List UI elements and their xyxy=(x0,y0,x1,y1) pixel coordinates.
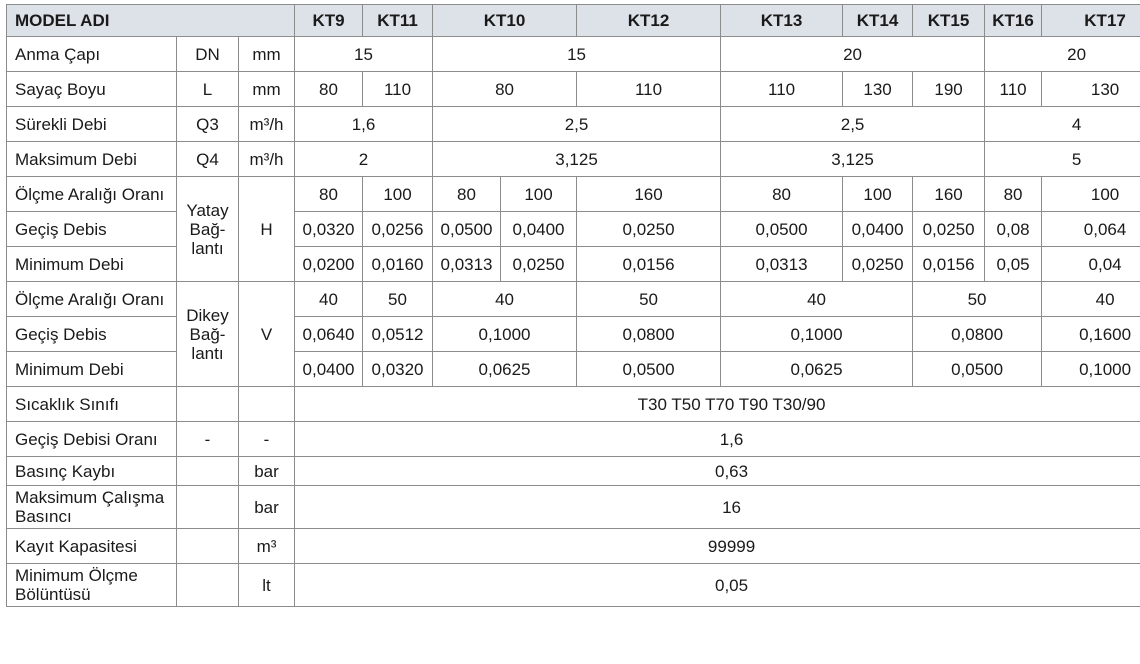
row-label: Minimum Debi xyxy=(7,247,177,282)
value-cell: T30 T50 T70 T90 T30/90 xyxy=(295,387,1140,422)
value-cell: 0,0500 xyxy=(433,212,501,247)
value-cell: 110 xyxy=(985,72,1042,107)
model-header-kt11: KT11 xyxy=(363,5,433,37)
model-header-kt16: KT16 xyxy=(985,5,1042,37)
value-cell: 0,0400 xyxy=(295,352,363,387)
value-cell: 40 xyxy=(295,282,363,317)
value-cell: 130 xyxy=(1042,72,1140,107)
value-cell: 0,0156 xyxy=(913,247,985,282)
row-gecis-debisi-orani xyxy=(7,422,1140,457)
row-minimum-olcme-boluntusu xyxy=(7,564,1140,607)
symbol-cell xyxy=(177,387,239,422)
row-surekli-debi xyxy=(7,107,1140,142)
row-label: Anma Çapı xyxy=(7,37,177,72)
unit-cell: mm xyxy=(239,37,295,72)
model-header-kt14: KT14 xyxy=(843,5,913,37)
unit-cell: m³ xyxy=(239,529,295,564)
value-cell: 0,1000 xyxy=(721,317,913,352)
value-cell: 20 xyxy=(721,37,985,72)
value-cell: 0,064 xyxy=(1042,212,1140,247)
symbol-cell: Q3 xyxy=(177,107,239,142)
row-label: Sıcaklık Sınıfı xyxy=(7,387,177,422)
unit-cell: bar xyxy=(239,486,295,529)
value-cell: 0,0200 xyxy=(295,247,363,282)
value-cell: 80 xyxy=(295,177,363,212)
value-cell: 0,0313 xyxy=(433,247,501,282)
spec-table xyxy=(6,4,1140,607)
symbol-cell: DN xyxy=(177,37,239,72)
value-cell: 0,0250 xyxy=(843,247,913,282)
symbol-cell xyxy=(177,529,239,564)
value-cell: 0,05 xyxy=(985,247,1042,282)
value-cell: 0,0800 xyxy=(577,317,721,352)
row-label: Sayaç Boyu xyxy=(7,72,177,107)
symbol-cell xyxy=(177,457,239,486)
value-cell: 80 xyxy=(433,72,577,107)
value-cell: 100 xyxy=(1042,177,1140,212)
row-maksimum-calisma-basinci xyxy=(7,486,1140,529)
symbol-cell: - xyxy=(177,422,239,457)
row-yatay-olcme xyxy=(7,177,1140,212)
unit-cell: - xyxy=(239,422,295,457)
row-anma-capi xyxy=(7,37,1140,72)
row-label: Ölçme Aralığı Oranı xyxy=(7,177,177,212)
value-cell: 40 xyxy=(1042,282,1140,317)
value-cell: 99999 xyxy=(295,529,1140,564)
value-cell: 100 xyxy=(363,177,433,212)
value-cell: 1,6 xyxy=(295,107,433,142)
unit-cell: mm xyxy=(239,72,295,107)
value-cell: 0,0400 xyxy=(843,212,913,247)
unit-cell: bar xyxy=(239,457,295,486)
model-header-kt15: KT15 xyxy=(913,5,985,37)
unit-cell xyxy=(239,387,295,422)
value-cell: 160 xyxy=(913,177,985,212)
value-cell: 2,5 xyxy=(433,107,721,142)
value-cell: 50 xyxy=(577,282,721,317)
row-label: Geçiş Debisi Oranı xyxy=(7,422,177,457)
model-header-kt17: KT17 xyxy=(1042,5,1140,37)
value-cell: 2 xyxy=(295,142,433,177)
model-header-kt9: KT9 xyxy=(295,5,363,37)
value-cell: 50 xyxy=(913,282,1042,317)
value-cell: 0,63 xyxy=(295,457,1140,486)
value-cell: 0,0320 xyxy=(295,212,363,247)
value-cell: 0,04 xyxy=(1042,247,1140,282)
value-cell: 80 xyxy=(295,72,363,107)
header-row xyxy=(7,5,1140,37)
value-cell: 15 xyxy=(295,37,433,72)
value-cell: 100 xyxy=(843,177,913,212)
value-cell: 0,1600 xyxy=(1042,317,1140,352)
row-label: Geçiş Debis xyxy=(7,317,177,352)
value-cell: 1,6 xyxy=(295,422,1140,457)
symbol-cell-v: V xyxy=(239,282,295,387)
value-cell: 0,0160 xyxy=(363,247,433,282)
value-cell: 40 xyxy=(721,282,913,317)
model-name-header: MODEL ADI xyxy=(7,5,295,37)
unit-cell: m³/h xyxy=(239,142,295,177)
value-cell: 0,0500 xyxy=(577,352,721,387)
group-label-text: Dikey Bağ-lantı xyxy=(186,305,229,363)
value-cell: 15 xyxy=(433,37,721,72)
model-header-kt13: KT13 xyxy=(721,5,843,37)
value-cell: 110 xyxy=(721,72,843,107)
value-cell: 3,125 xyxy=(721,142,985,177)
model-header-kt12: KT12 xyxy=(577,5,721,37)
value-cell: 0,0500 xyxy=(913,352,1042,387)
row-sicaklik-sinifi xyxy=(7,387,1140,422)
value-cell: 2,5 xyxy=(721,107,985,142)
value-cell: 40 xyxy=(433,282,577,317)
value-cell: 0,0512 xyxy=(363,317,433,352)
value-cell: 110 xyxy=(363,72,433,107)
value-cell: 0,0500 xyxy=(721,212,843,247)
value-cell: 4 xyxy=(985,107,1140,142)
row-label: Minimum Debi xyxy=(7,352,177,387)
value-cell: 20 xyxy=(985,37,1140,72)
symbol-cell-h: H xyxy=(239,177,295,282)
symbol-cell xyxy=(177,564,239,607)
value-cell: 0,08 xyxy=(985,212,1042,247)
value-cell: 80 xyxy=(721,177,843,212)
model-header-kt10: KT10 xyxy=(433,5,577,37)
group-label-text: Yatay Bağ-lantı xyxy=(186,200,229,258)
group-label-yatay xyxy=(177,177,239,282)
value-cell: 80 xyxy=(433,177,501,212)
value-cell: 0,0156 xyxy=(577,247,721,282)
value-cell: 0,0320 xyxy=(363,352,433,387)
row-label: Kayıt Kapasitesi xyxy=(7,529,177,564)
value-cell: 0,0250 xyxy=(501,247,577,282)
symbol-cell: L xyxy=(177,72,239,107)
value-cell: 160 xyxy=(577,177,721,212)
row-basinc-kaybi xyxy=(7,457,1140,486)
value-cell: 3,125 xyxy=(433,142,721,177)
value-cell: 110 xyxy=(577,72,721,107)
value-cell: 0,0800 xyxy=(913,317,1042,352)
symbol-cell: Q4 xyxy=(177,142,239,177)
value-cell: 190 xyxy=(913,72,985,107)
row-maksimum-debi xyxy=(7,142,1140,177)
row-label: Minimum Ölçme Bölüntüsü xyxy=(7,564,177,607)
value-cell: 0,0313 xyxy=(721,247,843,282)
row-label: Basınç Kaybı xyxy=(7,457,177,486)
row-label: Geçiş Debis xyxy=(7,212,177,247)
row-label: Maksimum Çalışma Basıncı xyxy=(7,486,177,529)
row-dikey-olcme xyxy=(7,282,1140,317)
unit-cell: m³/h xyxy=(239,107,295,142)
row-label: Maksimum Debi xyxy=(7,142,177,177)
row-kayit-kapasitesi xyxy=(7,529,1140,564)
value-cell: 0,0625 xyxy=(721,352,913,387)
value-cell: 130 xyxy=(843,72,913,107)
value-cell: 80 xyxy=(985,177,1042,212)
value-cell: 0,0256 xyxy=(363,212,433,247)
value-cell: 0,0625 xyxy=(433,352,577,387)
row-label: Sürekli Debi xyxy=(7,107,177,142)
row-sayac-boyu xyxy=(7,72,1140,107)
unit-cell: lt xyxy=(239,564,295,607)
value-cell: 100 xyxy=(501,177,577,212)
value-cell: 0,1000 xyxy=(1042,352,1140,387)
value-cell: 0,0640 xyxy=(295,317,363,352)
group-label-dikey xyxy=(177,282,239,387)
value-cell: 50 xyxy=(363,282,433,317)
value-cell: 0,0250 xyxy=(913,212,985,247)
value-cell: 0,0250 xyxy=(577,212,721,247)
row-label: Ölçme Aralığı Oranı xyxy=(7,282,177,317)
value-cell: 16 xyxy=(295,486,1140,529)
value-cell: 0,05 xyxy=(295,564,1140,607)
value-cell: 5 xyxy=(985,142,1140,177)
value-cell: 0,0400 xyxy=(501,212,577,247)
symbol-cell xyxy=(177,486,239,529)
value-cell: 0,1000 xyxy=(433,317,577,352)
